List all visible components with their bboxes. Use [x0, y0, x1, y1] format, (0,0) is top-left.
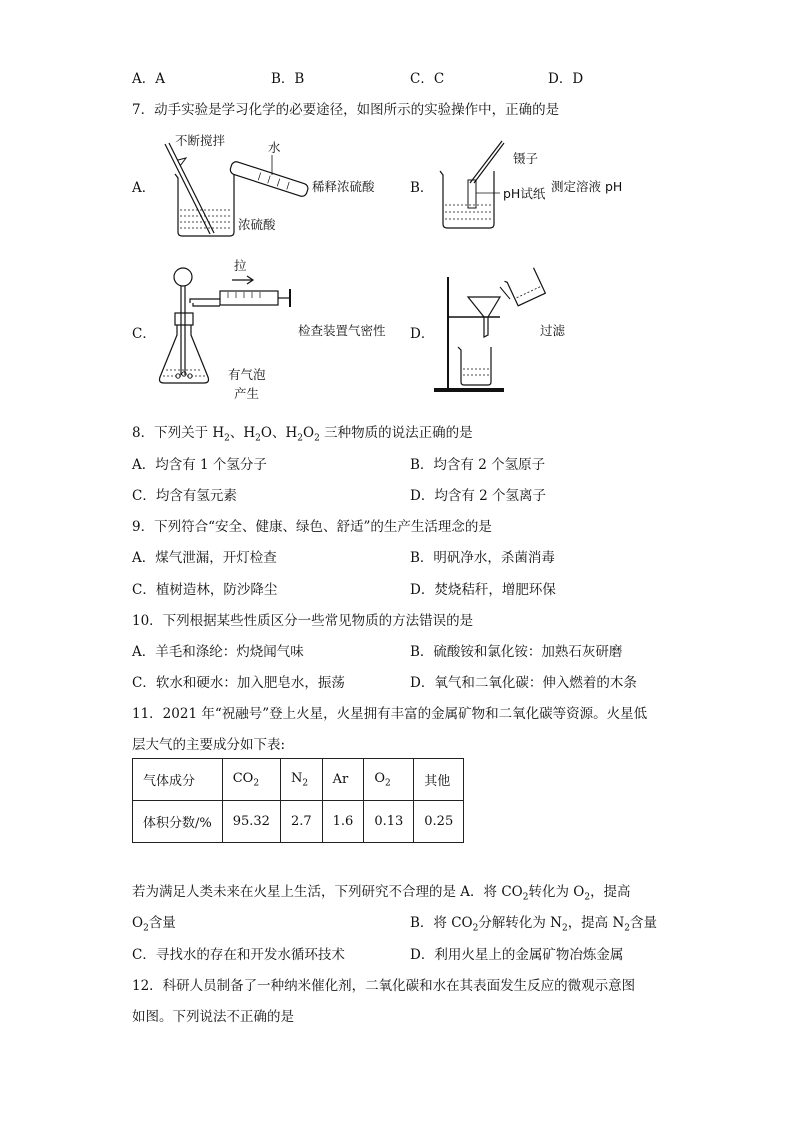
table-row	[133, 801, 464, 843]
q11-option-c: C．寻找水的存在和开发水循环技术	[132, 947, 345, 963]
q7-option-b-letter: B．	[410, 180, 434, 196]
stir-label: 不断搅拌	[175, 133, 226, 148]
q7-option-a-letter: A．	[132, 180, 156, 196]
q10-option-d: D．氧气和二氧化碳：伸入燃着的木条	[410, 675, 637, 691]
mars-atmosphere-table	[132, 758, 464, 843]
table-cell: 95.32	[222, 801, 280, 843]
table-cell: $CO_2$	[222, 759, 280, 801]
q9-stem: 9．下列符合“安全、健康、绿色、舒适”的生产生活理念的是	[132, 519, 492, 535]
q8-stem: 8．下列关于 $H_2$、$H_2O$、$H_2O_2$ 三种物质的说法正确的是	[132, 425, 473, 444]
airtightness-figure	[150, 255, 400, 405]
pull-label: 拉	[234, 258, 247, 273]
q8-option-c: C．均含有氢元素	[132, 488, 237, 504]
ph-test-figure	[430, 135, 660, 235]
q10-option-a: A．羊毛和涤纶：灼烧闻气味	[132, 644, 304, 660]
table-cell: 其他	[414, 759, 464, 801]
water-label: 水	[268, 140, 281, 155]
q8-option-d: D．均含有 2 个氢离子	[410, 488, 546, 504]
filter-label: 过滤	[540, 323, 566, 338]
q12-line1: 12．科研人员制备了一种纳米催化剂，二氧化碳和水在其表面发生反应的微观示意图	[132, 978, 636, 994]
q8-option-a: A．均含有 1 个氢分子	[132, 457, 267, 473]
table-cell: 体积分数/%	[133, 801, 223, 843]
q6-option-b: B．B	[271, 71, 305, 87]
table-cell: 0.25	[414, 801, 464, 843]
table-cell: Ar	[322, 759, 364, 801]
q10-stem: 10．下列根据某些性质区分一些常见物质的方法错误的是	[132, 613, 474, 629]
q9-option-b: B．明矾净水，杀菌消毒	[410, 550, 555, 566]
q6-option-a: A．A	[132, 71, 165, 87]
q7-stem: 7．动手实验是学习化学的必要途径，如图所示的实验操作中，正确的是	[132, 102, 560, 118]
table-cell: 0.13	[364, 801, 414, 843]
acid-label: 浓硫酸	[238, 217, 276, 232]
q11-option-b: B．将 $CO_2$分解转化为 $N_2$，提高 $N_2$含量	[410, 915, 658, 934]
table-cell: 2.7	[280, 801, 322, 843]
table-cell: $O_2$	[364, 759, 414, 801]
q9-option-d: D．焚烧秸秆，增肥环保	[410, 582, 556, 598]
dilute-acid-figure	[150, 130, 400, 245]
table-cell: 气体成分	[133, 759, 223, 801]
tweezer-label: 镊子	[513, 151, 539, 166]
q11-line2: 层大气的主要成分如下表:	[132, 737, 286, 753]
filtration-figure	[430, 265, 610, 395]
q11-option-d: D．利用火星上的金属矿物冶炼金属	[410, 947, 624, 963]
q6-option-c: C．C	[410, 71, 445, 87]
q7-option-c-letter: C．	[132, 326, 156, 342]
bubble-label-1: 有气泡	[228, 367, 266, 382]
airtight-label: 检查装置气密性	[298, 323, 386, 338]
q11-option-a-line: 若为满足人类未来在火星上生活，下列研究不合理的是 A．将 $CO_2$转化为 $O_2$，提高	[132, 884, 631, 903]
q9-option-c: C．植树造林，防沙降尘	[132, 582, 278, 598]
q11-line1: 11．2021 年“祝融号”登上火星，火星拥有丰富的金属矿物和二氧化碳等资源。火星低	[132, 706, 648, 722]
bubble-label-2: 产生	[234, 386, 260, 401]
q7-option-d-letter: D．	[410, 326, 435, 342]
q9-option-a: A．煤气泄漏，开灯检查	[132, 550, 277, 566]
ph-paper-label: pH试纸	[503, 186, 546, 201]
q6-option-d: D．D	[548, 71, 584, 87]
q10-option-b: B．硫酸铵和氯化铵：加熟石灰研磨	[410, 644, 623, 660]
ph-label: 测定溶液 pH	[551, 179, 623, 194]
q12-line2: 如图。下列说法不正确的是	[132, 1009, 294, 1025]
dilute-label: 稀释浓硫酸	[312, 179, 375, 194]
table-cell: $N_2$	[280, 759, 322, 801]
q11-option-a-cont: $O_2$含量	[132, 915, 176, 934]
q8-option-b: B．均含有 2 个氢原子	[410, 457, 546, 473]
q10-option-c: C．软水和硬水：加入肥皂水，振荡	[132, 675, 345, 691]
table-cell: 1.6	[322, 801, 364, 843]
table-row	[133, 759, 464, 801]
